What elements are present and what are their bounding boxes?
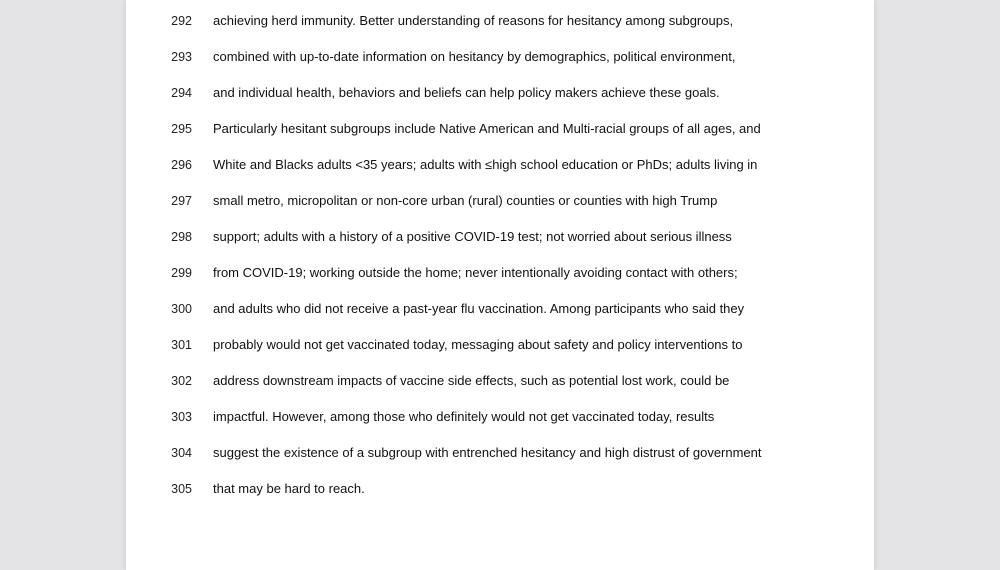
document-line — [126, 443, 874, 463]
line-number: 303 — [171, 410, 192, 424]
line-number: 299 — [171, 266, 192, 280]
document-line — [126, 299, 874, 319]
line-number: 292 — [171, 14, 192, 28]
line-text: and individual health, behaviors and beliefs can help policy makers achieve these goals. — [213, 85, 720, 100]
line-text: support; adults with a history of a positive COVID-19 test; not worried about serious illness — [213, 229, 732, 244]
line-text: and adults who did not receive a past-year flu vaccination. Among participants who said they — [213, 301, 745, 316]
line-number: 297 — [171, 194, 192, 208]
document-line — [126, 47, 874, 67]
line-text: small metro, micropolitan or non-core urban (rural) counties or counties with high Trump — [213, 193, 718, 208]
document-line — [126, 263, 874, 283]
line-text: suggest the existence of a subgroup with entrenched hesitancy and high distrust of government — [213, 445, 762, 460]
line-number: 295 — [171, 122, 192, 136]
line-text: that may be hard to reach. — [213, 481, 365, 496]
document-line — [126, 227, 874, 247]
line-number: 296 — [171, 158, 192, 172]
line-number: 294 — [171, 86, 192, 100]
line-number: 304 — [171, 446, 192, 460]
document-line — [126, 119, 874, 139]
document-line — [126, 407, 874, 427]
line-text: achieving herd immunity. Better understanding of reasons for hesitancy among subgroups, — [213, 13, 734, 28]
document-line — [126, 155, 874, 175]
line-text: Particularly hesitant subgroups include Native American and Multi-racial groups of all ages, and — [213, 121, 761, 136]
line-number: 305 — [171, 482, 192, 496]
line-text: address downstream impacts of vaccine side effects, such as potential lost work, could be — [213, 373, 730, 388]
document-line — [126, 371, 874, 391]
document-line — [126, 191, 874, 211]
line-text: probably would not get vaccinated today, messaging about safety and policy interventions to — [213, 337, 743, 352]
line-text: combined with up-to-date information on hesitancy by demographics, political environment, — [213, 49, 736, 64]
line-text: impactful. However, among those who definitely would not get vaccinated today, results — [213, 409, 715, 424]
line-number: 301 — [171, 338, 192, 352]
line-number: 293 — [171, 50, 192, 64]
line-number: 300 — [171, 302, 192, 316]
document-line — [126, 479, 874, 499]
document-line — [126, 335, 874, 355]
line-text: White and Blacks adults <35 years; adults with ≤high school education or PhDs; adults living in — [213, 157, 758, 172]
document-line — [126, 11, 874, 31]
document-line — [126, 83, 874, 103]
line-number: 298 — [171, 230, 192, 244]
line-text: from COVID-19; working outside the home; never intentionally avoiding contact with others; — [213, 265, 738, 280]
document-page — [126, 0, 874, 570]
line-number: 302 — [171, 374, 192, 388]
